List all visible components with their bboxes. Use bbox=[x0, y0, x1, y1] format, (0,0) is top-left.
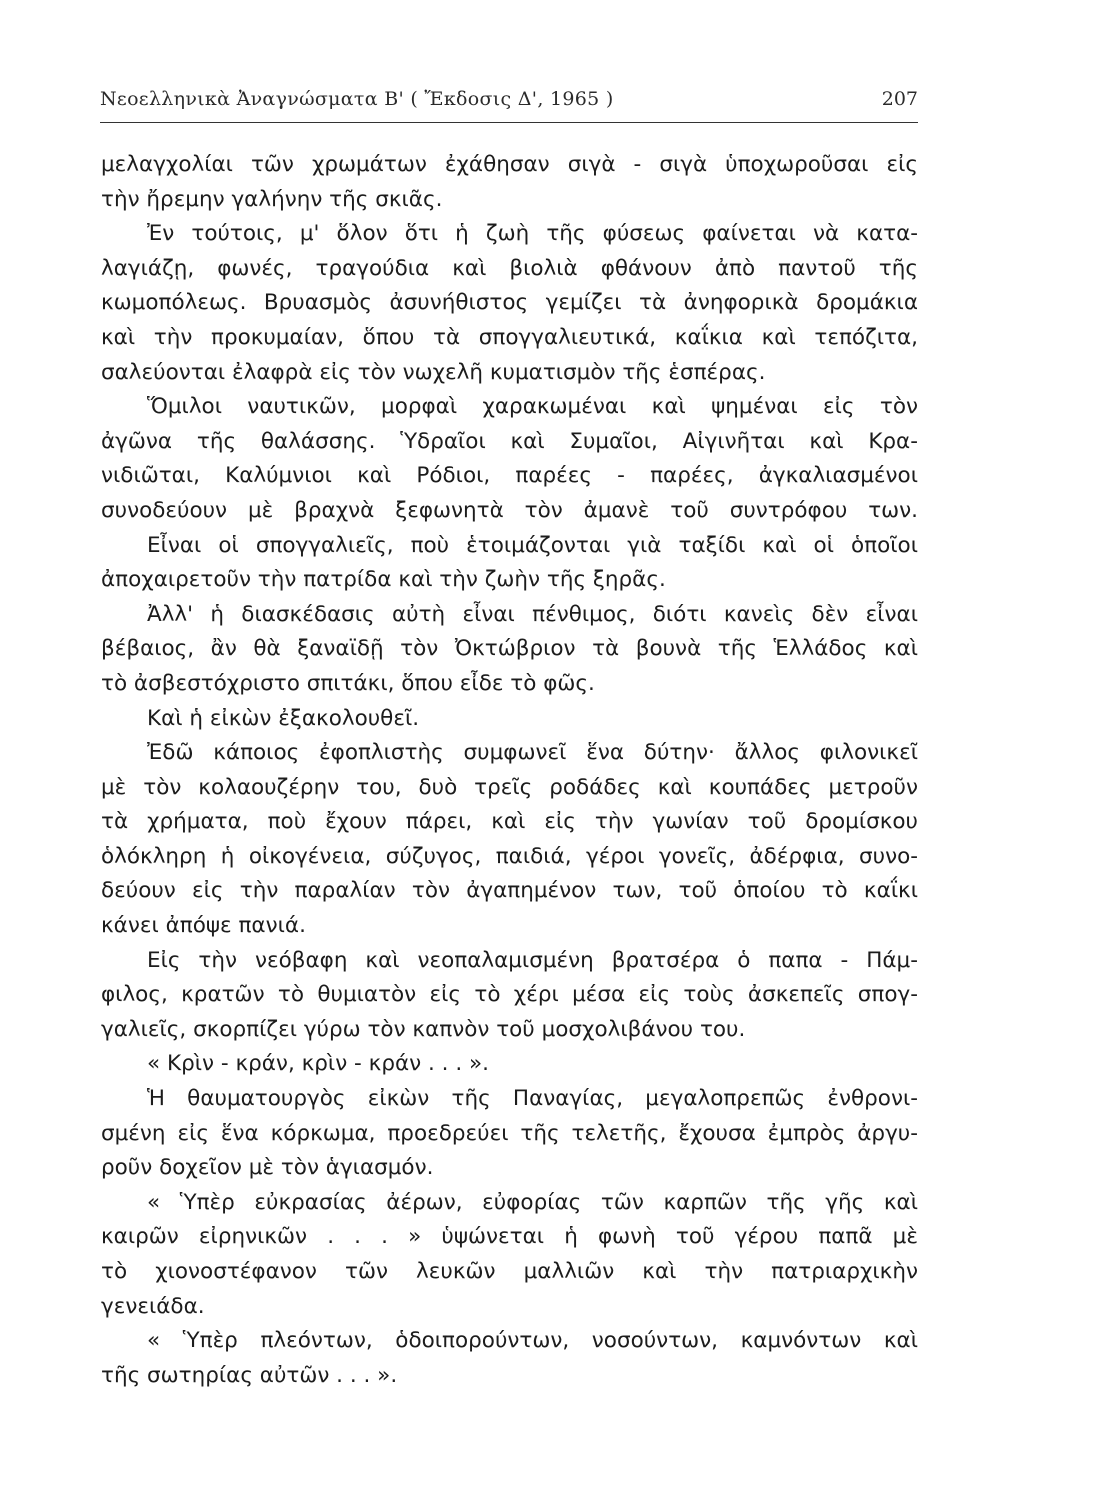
text-line: Ἐδῶ κάποιος ἐφοπλιστὴς συμφωνεῖ ἕνα δύτην· ἄλλος φιλονικεῖ bbox=[147, 740, 918, 766]
text-line: μὲ τὸν κολαουζέρην του, δυὸ τρεῖς ροδάδες καὶ κουπάδες μετροῦν bbox=[101, 774, 918, 800]
running-header bbox=[100, 88, 918, 118]
text-line: Ἡ θαυματουργὸς εἰκὼν τῆς Παναγίας, μεγαλοπρεπῶς ἐνθρονι- bbox=[147, 1086, 918, 1112]
text-line: Εἶναι οἱ σπογγαλιεῖς, ποὺ ἑτοιμάζονται γιὰ ταξίδι καὶ οἱ ὁποῖοι bbox=[147, 532, 918, 558]
text-line: « Ὑπὲρ πλεόντων, ὁδοιπορούντων, νοσούντων, καμνόντων καὶ bbox=[147, 1328, 918, 1354]
text-line: συνοδεύουν μὲ βραχνὰ ξεφωνητὰ τὸν ἀμανὲ τοῦ συντρόφου των. bbox=[101, 497, 918, 523]
text-line: δεύουν εἰς τὴν παραλίαν τὸν ἀγαπημένον των, τοῦ ὁποίου τὸ καΐκι bbox=[101, 878, 918, 904]
text-line: βέβαιος, ἂν θὰ ξαναϊδῇ τὸν Ὀκτώβριον τὰ βουνὰ τῆς Ἑλλάδος καὶ bbox=[101, 636, 918, 662]
text-line: καὶ τὴν προκυμαίαν, ὅπου τὰ σπογγαλιευτικά, καΐκια καὶ τεπόζιτα, bbox=[101, 324, 918, 350]
text-line: νιδιῶται, Καλύμνιοι καὶ Ρόδιοι, παρέες - παρέες, ἀγκαλιασμένοι bbox=[101, 463, 918, 489]
text-line: καιρῶν εἰρηνικῶν . . . » ὑψώνεται ἡ φωνὴ τοῦ γέρου παπᾶ μὲ bbox=[101, 1224, 918, 1250]
page-number: 207 bbox=[881, 88, 918, 110]
text-line: τὰ χρήματα, ποὺ ἔχουν πάρει, καὶ εἰς τὴν γωνίαν τοῦ δρομίσκου bbox=[101, 809, 918, 835]
text-line: Ὅμιλοι ναυτικῶν, μορφαὶ χαρακωμέναι καὶ ψημέναι εἰς τὸν bbox=[147, 394, 918, 420]
running-title: Νεοελληνικὰ Ἀναγνώσματα Β' ( Ἔκδοσις Δ', 1965 ) bbox=[100, 88, 614, 110]
text-line: ὁλόκληρη ἡ οἰκογένεια, σύζυγος, παιδιά, γέροι γονεῖς, ἀδέρφια, συνο- bbox=[101, 843, 918, 869]
text-line: Ἀλλ' ἡ διασκέδασις αὐτὴ εἶναι πένθιμος, διότι κανεὶς δὲν εἶναι bbox=[147, 601, 918, 627]
text-line: Ἐν τούτοις, μ' ὅλον ὅτι ἡ ζωὴ τῆς φύσεως φαίνεται νὰ κατα- bbox=[147, 221, 918, 247]
text-line: ἀγῶνα τῆς θαλάσσης. Ὑδραῖοι καὶ Συμαῖοι, Αἰγινῆται καὶ Κρα- bbox=[101, 428, 918, 454]
text-line: μελαγχολίαι τῶν χρωμάτων ἐχάθησαν σιγὰ - σιγὰ ὑποχωροῦσαι εἰς bbox=[101, 152, 918, 177]
text-line: λαγιάζῃ, φωνές, τραγούδια καὶ βιολιὰ φθάνουν ἀπὸ παντοῦ τῆς bbox=[101, 255, 918, 281]
text-line: κωμοπόλεως. Βρυασμὸς ἀσυνήθιστος γεμίζει τὰ ἀνηφορικὰ δρομάκια bbox=[101, 290, 918, 316]
text-line: τὸ χιονοστέφανον τῶν λευκῶν μαλλιῶν καὶ τὴν πατριαρχικὴν bbox=[101, 1259, 918, 1284]
text-line: ἀποχαιρετοῦν τὴν πατρίδα καὶ τὴν ζωὴν τῆς ξηρᾶς. bbox=[101, 567, 666, 593]
text-line: « Κρὶν - κράν, κρὶν - κράν . . . ». bbox=[147, 1051, 489, 1077]
text-line: τῆς σωτηρίας αὐτῶν . . . ». bbox=[101, 1362, 398, 1388]
text-line: Εἰς τὴν νεόβαφη καὶ νεοπαλαμισμένη βρατσέρα ὁ παπα - Πάμ- bbox=[147, 947, 918, 973]
body-text bbox=[101, 148, 918, 1393]
text-line: γενειάδα. bbox=[101, 1293, 205, 1319]
text-line: Καὶ ἡ εἰκὼν ἐξακολουθεῖ. bbox=[147, 705, 420, 731]
text-line: σαλεύονται ἐλαφρὰ εἰς τὸν νωχελῆ κυματισμὸν τῆς ἑσπέρας. bbox=[101, 359, 766, 385]
text-line: σμένη εἰς ἕνα κόρκωμα, προεδρεύει τῆς τελετῆς, ἔχουσα ἐμπρὸς ἀργυ- bbox=[101, 1120, 918, 1146]
text-line: γαλιεῖς, σκορπίζει γύρω τὸν καπνὸν τοῦ μοσχολιβάνου του. bbox=[101, 1016, 746, 1042]
text-line: « Ὑπὲρ εὐκρασίας ἀέρων, εὐφορίας τῶν καρπῶν τῆς γῆς καὶ bbox=[147, 1189, 918, 1215]
text-line: κάνει ἀπόψε πανιά. bbox=[101, 913, 306, 939]
text-line: ροῦν δοχεῖον μὲ τὸν ἁγιασμόν. bbox=[101, 1155, 434, 1181]
text-line: τὸ ἀσβεστόχριστο σπιτάκι, ὅπου εἶδε τὸ φῶς. bbox=[101, 670, 595, 696]
header-rule bbox=[100, 122, 918, 123]
text-line: φιλος, κρατῶν τὸ θυμιατὸν εἰς τὸ χέρι μέσα εἰς τοὺς ἀσκεπεῖς σπογ- bbox=[101, 982, 918, 1008]
text-line: τὴν ἤρεμην γαλήνην τῆς σκιᾶς. bbox=[101, 186, 443, 212]
